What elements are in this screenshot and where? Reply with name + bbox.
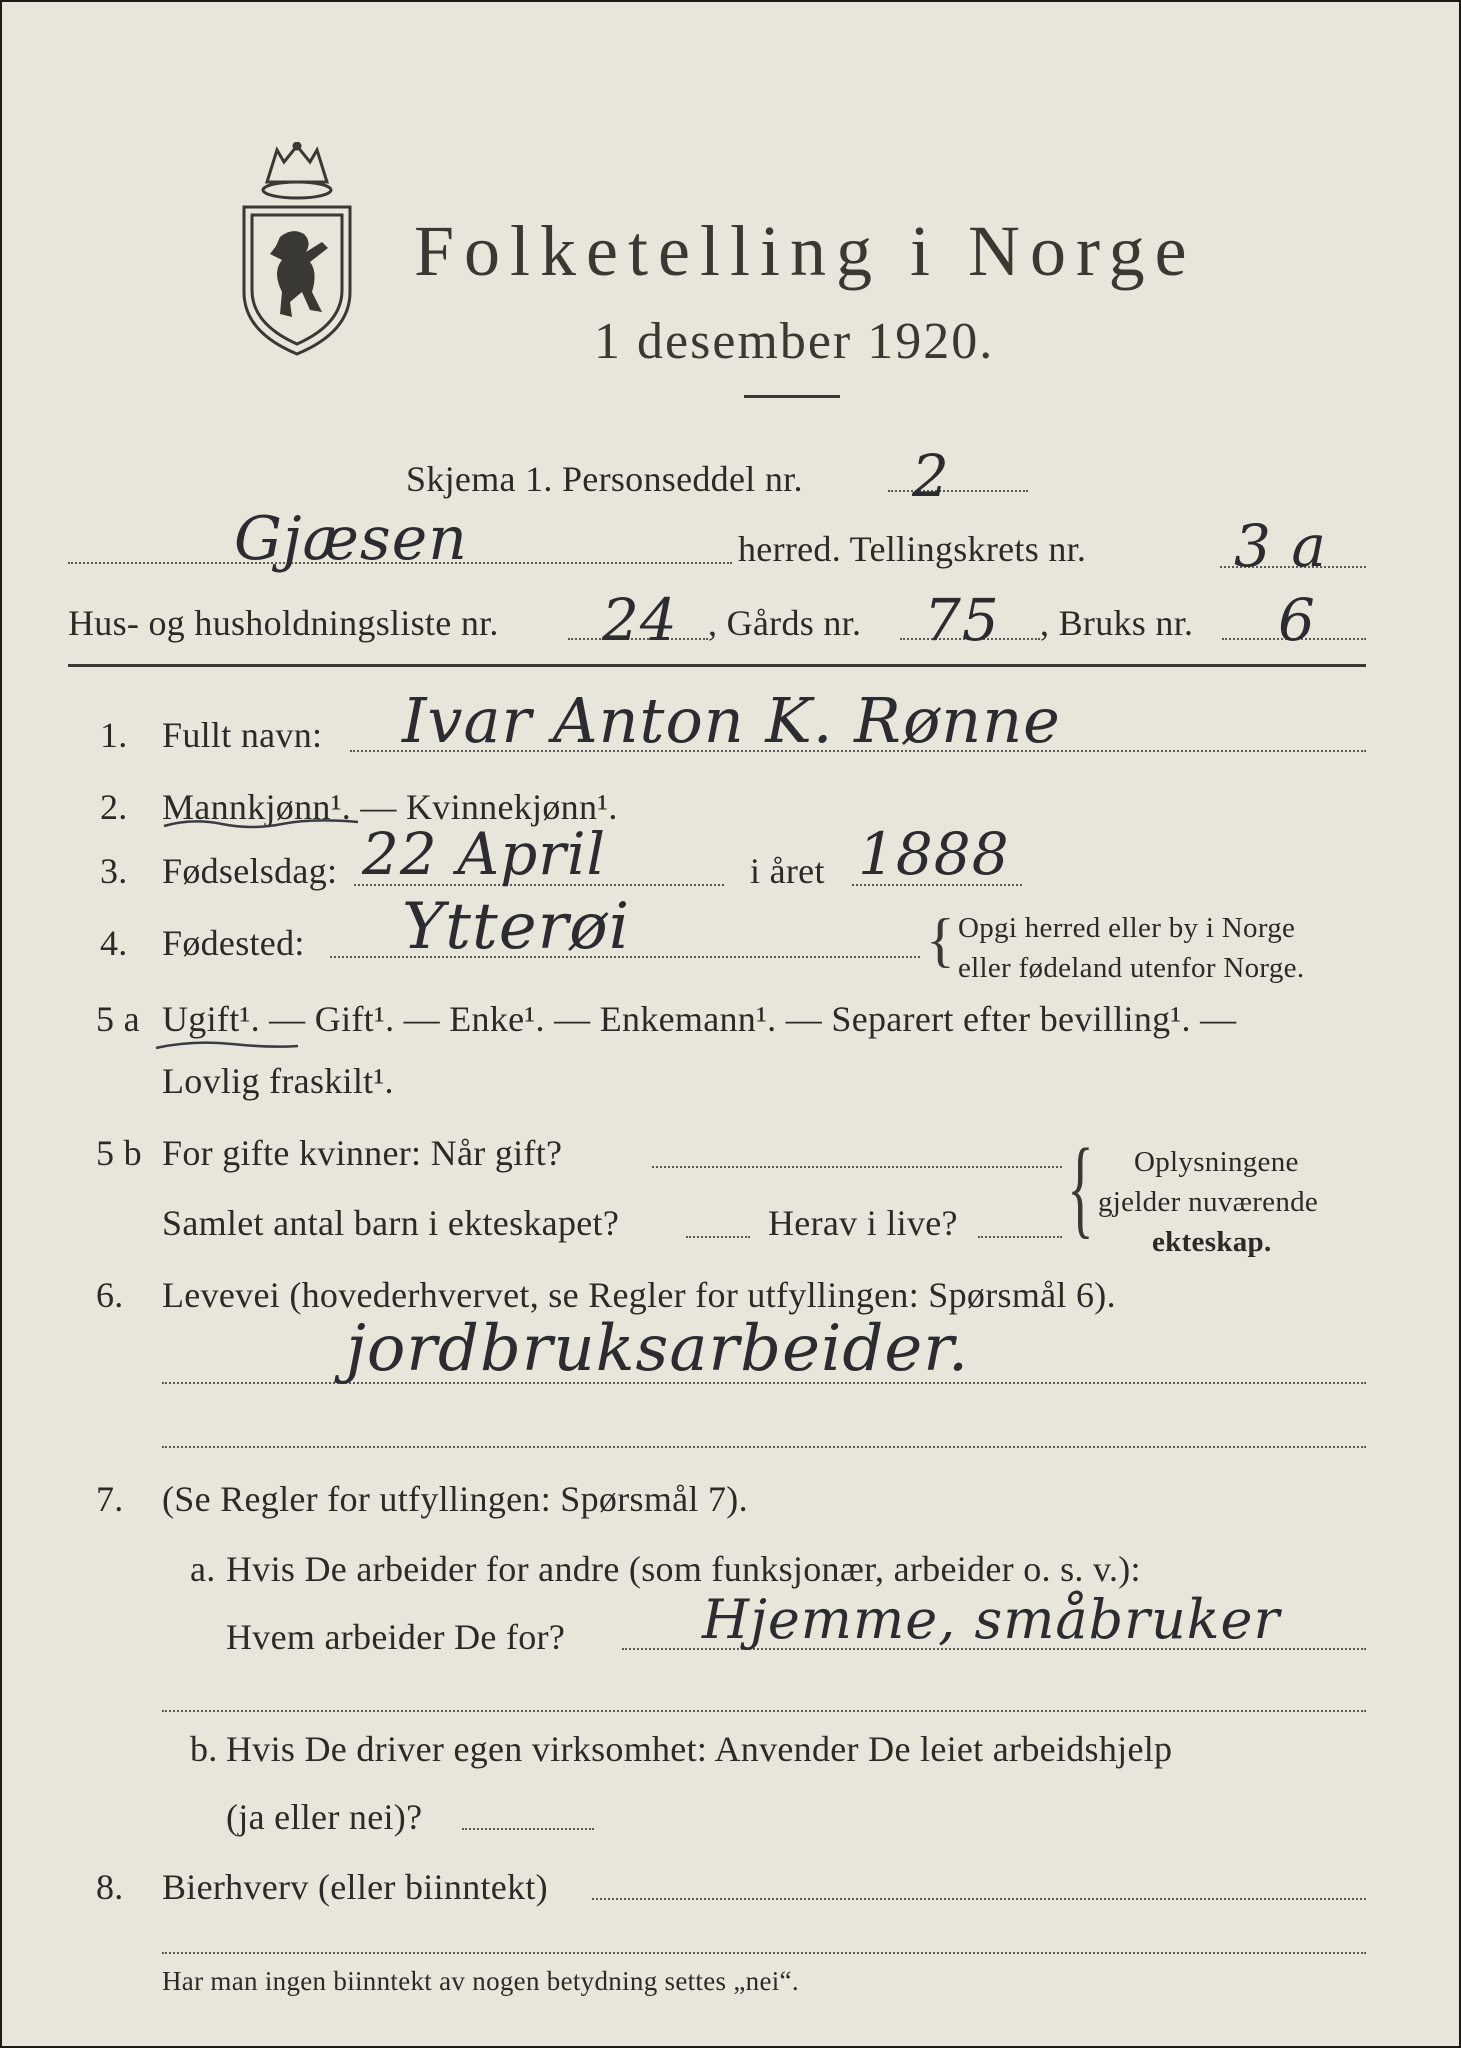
q2-gender-options: Mannkjønn¹. — Kvinnekjønn¹. [162,787,618,827]
q6-line-2 [162,1446,1366,1448]
census-date: 1 desember 1920. [594,313,995,370]
q5b-children-label: Samlet antal barn i ekteskapet? [162,1203,620,1243]
skjema-label: Skjema 1. Personseddel nr. [406,459,803,499]
q1-label: Fullt navn: [162,715,323,755]
q5a-marital-options-cont: Lovlig fraskilt¹. [162,1061,394,1101]
gards-nr-value: 75 [924,586,1000,654]
q1-number: 1. [100,715,128,755]
q7a-line-2 [162,1710,1366,1712]
q7b-question: Hvis De driver egen virksomhet: Anvender De leiet arbeidshjelp [226,1729,1173,1769]
tellingskrets-nr-value: 3 a [1234,512,1327,580]
q5a-marital-options: Ugift¹. — Gift¹. — Enke¹. — Enkemann¹. — Separert efter bevilling¹. — [162,999,1237,1039]
q8-side-income-label: Bierhverv (eller biinntekt) [162,1867,548,1907]
q5b-when-married-label: For gifte kvinner: Når gift? [162,1133,563,1173]
header-divider [68,664,1366,667]
q8-line-2 [162,1952,1366,1954]
q4-label: Fødested: [162,923,305,963]
gards-label: , Gårds nr. [708,603,862,643]
q1-full-name-value: Ivar Anton K. Rønne [402,684,1061,757]
husholdningsliste-nr-value: 24 [602,586,678,654]
q7b-hired-help-line [462,1828,594,1830]
q6-number: 6. [96,1275,124,1315]
q5b-note-line-2: gjelder nuværende [1098,1186,1319,1218]
q8-number: 8. [96,1867,124,1907]
q5b-alive-label: Herav i live? [768,1203,958,1243]
q3-label: Fødselsdag: [162,851,338,891]
herred-value: Gjæsen [234,504,468,574]
q3-year-value: 1888 [858,820,1010,888]
q4-note-line-2: eller fødeland utenfor Norge. [958,952,1305,984]
q7b-letter: b. [190,1729,218,1769]
personseddel-line [888,490,1028,492]
q5b-alive-line [978,1236,1062,1238]
q7a-employer-label: Hvem arbeider De for? [226,1617,566,1657]
q8-line-1 [592,1898,1366,1900]
q5a-ugift-underline [152,1032,302,1062]
page-title: Folketelling i Norge [414,211,1197,291]
q7-instructions: (Se Regler for utfyllingen: Spørsmål 7). [162,1479,748,1519]
q7b-hired-help-label: (ja eller nei)? [226,1797,423,1837]
personseddel-nr-value: 2 [912,442,950,510]
census-form-sheet [2,2,1459,2046]
q5b-note-line-3: ekteskap. [1152,1226,1272,1258]
q4-number: 4. [100,923,128,963]
footer-note: Har man ingen biinntekt av nogen betydning settes „nei“. [162,1966,799,1996]
q3-number: 3. [100,851,128,891]
q7a-employer-value: Hjemme, småbruker [702,1588,1281,1651]
q4-note-line-1: Opgi herred eller by i Norge [958,912,1296,944]
q2-number: 2. [100,787,128,827]
bruks-label: , Bruks nr. [1040,603,1194,643]
title-divider [744,395,840,398]
q7a-letter: a. [190,1549,216,1589]
q6-occupation-label: Levevei (hovederhvervet, se Regler for utfyllingen: Spørsmål 6). [162,1275,1116,1315]
coat-of-arms-icon [232,142,362,362]
q5a-number: 5 a [96,999,140,1039]
q5b-children-line [686,1236,750,1238]
husholdningsliste-label: Hus- og husholdningsliste nr. [68,603,499,643]
q3-birthday-value: 22 April [362,820,607,888]
q3-year-label: i året [750,851,825,891]
q5b-number: 5 b [96,1133,142,1173]
q4-birthplace-value: Ytterøi [402,890,631,964]
q6-occupation-value: jordbruksarbeider. [346,1312,970,1386]
herred-label: herred. Tellingskrets nr. [738,529,1087,569]
bruks-nr-value: 6 [1278,586,1316,654]
q5b-note-brace: { [1067,1126,1094,1248]
q2-mannkjonn-underline [162,814,362,834]
q4-note-brace: { [926,907,955,973]
q7-number: 7. [96,1479,124,1519]
q5b-note-line-1: Oplysningene [1134,1146,1299,1178]
q5b-when-married-line [652,1166,1062,1168]
q7a-question: Hvis De arbeider for andre (som funksjonær, arbeider o. s. v.): [226,1549,1141,1589]
